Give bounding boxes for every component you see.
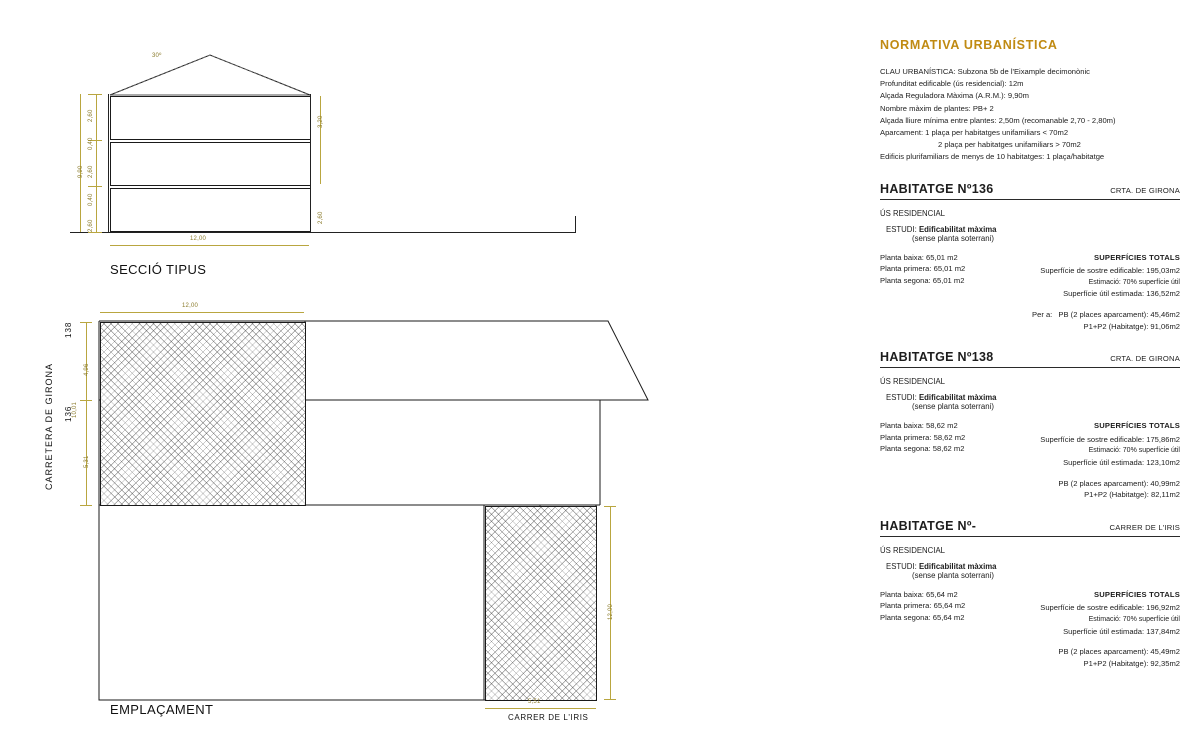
section-dim-left-2: 2,60 [88,165,94,178]
habitatge-studi [880,393,1180,411]
section-caption: SECCIÓ TIPUS [110,262,207,277]
dimension-tick [80,400,92,401]
street-label-left: CARRETERA DE GIRONA [44,362,54,490]
site-plan-drawing [0,290,700,740]
section-width-dim: 12,00 [190,236,207,242]
normativa-rule: 2 plaça per habitatges unifamiliars > 70m2 [938,140,1081,150]
section-dim-right-0: 3,20 [318,115,324,128]
habitatge-street: CRTA. DE GIRONA [1110,185,1180,195]
normativa-rule: Profunditat edificable (ús residencial): 12m [880,79,1024,89]
ground-line [70,232,575,233]
habitatge-title: HABITATGE Nº138 [880,350,994,365]
planta-row: Planta primera: 58,62 m2 [880,432,966,442]
habitatge-use: ÚS RESIDENCIAL [880,545,945,555]
section-right-wall [310,94,311,232]
habitatge-street: CARRER DE L'IRIS [1109,522,1180,532]
totals-heading: SUPERFÍCIES TOTALS [1093,589,1180,599]
normativa-rules-list [880,66,1180,164]
per-a-row: PB (2 places aparcament): 40,99m2 [1058,478,1180,488]
studi-value: Edificabilitat màxima [918,393,997,403]
site-dim-top-width: 12,00 [182,303,199,309]
planta-row: Planta baixa: 58,62 m2 [880,421,958,431]
per-a-row: P1+P2 (Habitatge): 82,11m2 [1084,490,1180,500]
site-dim-left-c: 5,31 [84,455,90,468]
neighbour-wall [575,216,576,233]
totals-row: Estimació: 70% superfície útil [1088,615,1180,623]
section-floor-1 [110,142,311,186]
planta-row: Planta segona: 65,64 m2 [880,612,965,622]
normativa-rule: Alçada Reguladora Màxima (A.R.M.): 9,90m [880,91,1029,101]
habitatge-totals [1004,252,1180,300]
planta-row: Planta segona: 65,01 m2 [880,275,965,285]
parcel-number-138: 138 [64,321,73,338]
dimension-chain-right [320,96,321,184]
planta-row: Planta primera: 65,64 m2 [880,601,966,611]
normativa-rule: Nombre màxim de plantes: PB+ 2 [880,103,994,113]
site-dim-bottom-width: 5,51 [528,699,541,705]
per-a-row: P1+P2 (Habitatge): 91,06m2 [1083,321,1180,331]
habitatge-per-a [880,646,1180,669]
dimension-chain-left [96,94,97,232]
section-left-wall [108,94,109,232]
dimension-tick [604,699,616,700]
dimension-tick [88,232,102,233]
studi-label: ESTUDI: [886,224,917,234]
section-drawing [0,0,700,280]
per-a-row: PB (2 places aparcament): 45,49m2 [1058,647,1180,657]
divider [880,199,1180,200]
habitatge-use: ÚS RESIDENCIAL [880,208,945,218]
habitatge-totals [1004,420,1180,468]
habitatge-block-136 [880,182,1180,333]
habitatge-studi [880,562,1180,580]
dimension-tick [80,505,92,506]
section-floor-2 [110,96,311,140]
totals-row: Superfície de sostre edificable: 195,03m2 [1040,266,1180,276]
section-dim-left-3: 0,40 [88,193,94,206]
site-dim-chain-left [86,322,87,505]
dimension-tick [80,322,92,323]
normativa-rule: CLAU URBANÍSTICA: Subzona 5b de l'Eixample decimonònic [880,67,1090,76]
normativa-rule: Edificis plurifamiliars de menys de 10 habitatges: 1 plaça/habitatge [880,152,1105,162]
section-dim-left-0: 2,60 [88,109,94,122]
habitatge-title: HABITATGE Nº136 [880,181,994,196]
totals-row: Superfície útil estimada: 137,84m2 [1063,626,1180,636]
buildable-area-south [485,506,597,701]
totals-row: Superfície de sostre edificable: 196,92m2 [1040,603,1180,613]
habitatge-block-iris [880,519,1180,670]
totals-row: Superfície de sostre edificable: 175,86m2 [1040,434,1180,444]
habitatge-title: HABITATGE Nº- [880,518,977,533]
totals-row: Estimació: 70% superfície útil [1088,278,1180,286]
buildable-area-north [100,322,306,506]
studi-label: ESTUDI: [886,561,917,571]
site-dim-right-depth: 12,00 [608,603,614,620]
site-dim-left-b: 10,01 [72,401,78,418]
studi-label: ESTUDI: [886,393,917,403]
habitatge-block-138 [880,350,1180,501]
totals-heading: SUPERFÍCIES TOTALS [1093,252,1180,262]
site-dim-top-line [100,312,304,313]
section-dim-left-1: 0,40 [88,137,94,150]
dimension-tick [604,506,616,507]
per-a-row: PB (2 places aparcament): 45,46m2 [1058,310,1180,319]
habitatge-street: CRTA. DE GIRONA [1110,354,1180,364]
habitatge-plantes [880,589,1004,637]
studi-sub: (sense planta soterrani) [912,233,994,243]
normativa-panel [880,38,1180,669]
section-dim-right-1: 2,60 [318,211,324,224]
dimension-width-line [110,245,309,246]
dimension-tick [88,186,102,187]
section-dim-left-4: 2,60 [88,219,94,232]
per-a-row: P1+P2 (Habitatge): 92,35m2 [1083,658,1180,668]
site-dim-left-a: 4,96 [84,363,90,376]
dimension-tick [88,94,102,95]
normativa-title: NORMATIVA URBANÍSTICA [880,38,1058,52]
planta-row: Planta baixa: 65,64 m2 [880,589,958,599]
site-dim-bottom-line [485,708,596,709]
studi-value: Edificabilitat màxima [918,561,997,571]
totals-row: Estimació: 70% superfície útil [1088,447,1180,455]
section-floor-0 [110,188,311,232]
habitatge-totals [1004,589,1180,637]
street-label-bottom: CARRER DE L'IRIS [508,713,589,722]
divider [880,536,1180,537]
site-caption: EMPLAÇAMENT [110,702,214,717]
studi-sub: (sense planta soterrani) [912,570,994,580]
habitatge-use: ÚS RESIDENCIAL [880,377,945,387]
planta-row: Planta primera: 65,01 m2 [880,264,966,274]
studi-sub: (sense planta soterrani) [912,402,994,412]
roof-outline-icon [90,50,330,100]
planta-row: Planta baixa: 65,01 m2 [880,252,958,262]
dimension-total-left [80,94,81,232]
habitatge-per-a [880,478,1180,501]
parcel-number-136: 136 [64,405,73,422]
habitatge-per-a [880,309,1180,332]
normativa-rule: Aparcament: 1 plaça per habitatges unifamiliars < 70m2 [880,128,1069,138]
studi-value: Edificabilitat màxima [918,224,997,234]
planta-row: Planta segona: 58,62 m2 [880,444,965,454]
totals-row: Superfície útil estimada: 136,52m2 [1063,289,1180,299]
habitatge-studi [880,225,1180,243]
totals-heading: SUPERFÍCIES TOTALS [1093,421,1180,431]
habitatge-plantes [880,252,1004,300]
divider [880,367,1180,368]
totals-row: Superfície útil estimada: 123,10m2 [1063,457,1180,467]
roof-angle-label: 30º [152,53,162,59]
site-dim-right-line [610,506,611,699]
normativa-rule: Alçada lliure mínima entre plantes: 2,50m (recomanable 2,70 - 2,80m) [880,115,1116,125]
per-a-label: Per a: [1032,310,1053,319]
section-height-total: 9,90 [78,165,84,178]
habitatge-plantes [880,420,1004,468]
